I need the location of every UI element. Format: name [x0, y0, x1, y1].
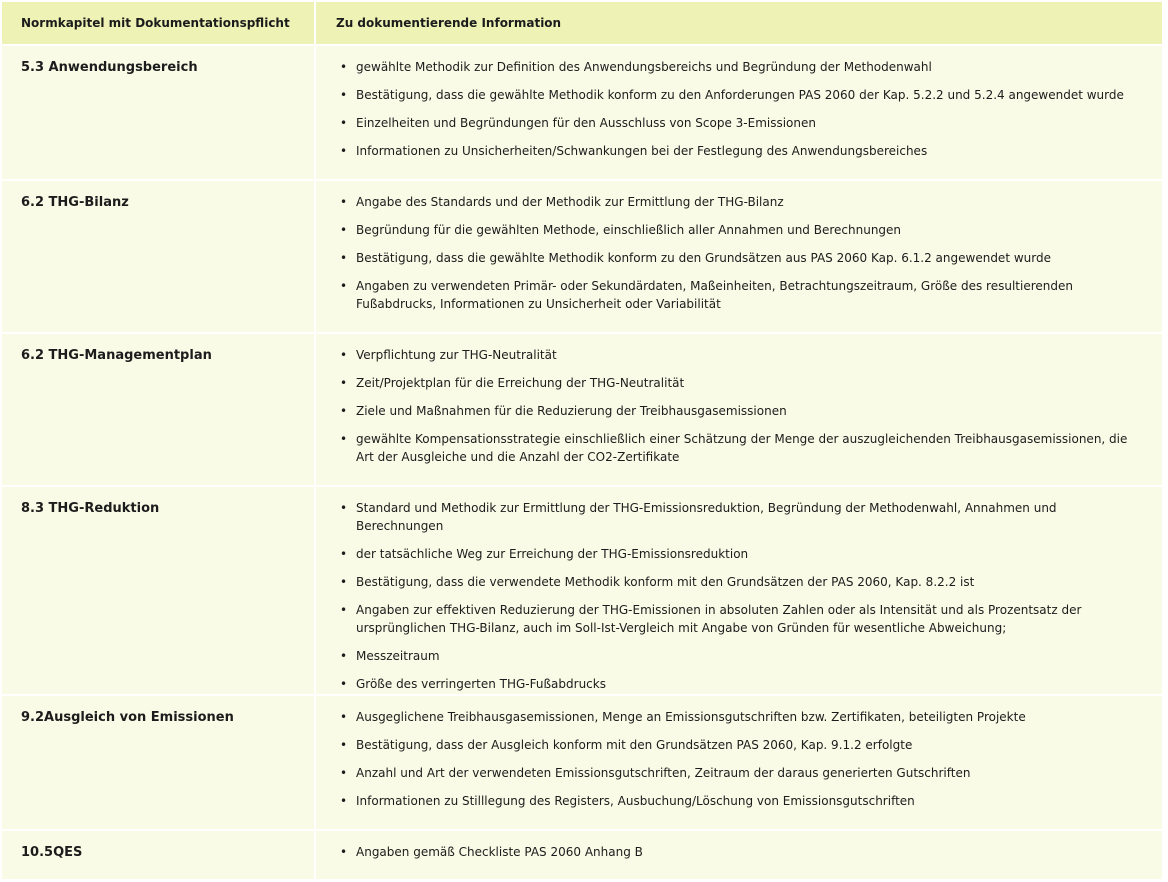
list-item: • Ziele und Maßnahmen für die Reduzierung der Treibhausgasemissionen — [336, 402, 1132, 420]
list-item: • Zeit/Projektplan für die Erreichung der THG-Neutralität — [336, 374, 1132, 392]
list-item: • der tatsächliche Weg zur Erreichung der THG-Emissionsreduktion — [336, 545, 1132, 563]
information-list — [336, 499, 1132, 693]
list-item: • Größe des verringerten THG-Fußabdrucks — [336, 675, 1132, 693]
list-item: • Bestätigung, dass die gewählte Methodik konform zu den Anforderungen PAS 2060 der Kap. 5.2.2 und 5.2.4 angewendet wurde — [336, 86, 1132, 104]
table-row — [2, 487, 1162, 696]
chapter-cell: 8.3 THG-Reduktion — [2, 487, 316, 694]
table-row — [2, 696, 1162, 831]
documentation-table — [2, 2, 1162, 879]
list-item: • Anzahl und Art der verwendeten Emissionsgutschriften, Zeitraum der daraus generierten Gutschriften — [336, 764, 1132, 782]
chapter-cell: 10.5QES — [2, 831, 316, 879]
list-item: • Informationen zu Stilllegung des Registers, Ausbuchung/Löschung von Emissionsgutschriften — [336, 792, 1132, 810]
table-row — [2, 181, 1162, 334]
list-item: • Angabe des Standards und der Methodik zur Ermittlung der THG-Bilanz — [336, 193, 1132, 211]
list-item: • Angaben gemäß Checkliste PAS 2060 Anhang B — [336, 843, 1132, 861]
information-list — [336, 843, 1132, 861]
list-item: • Informationen zu Unsicherheiten/Schwankungen bei der Festlegung des Anwendungsbereiches — [336, 142, 1132, 160]
table-header — [2, 2, 1162, 46]
information-cell — [316, 831, 1162, 879]
list-item: • Standard und Methodik zur Ermittlung der THG-Emissionsreduktion, Begründung der Methodenwahl, Annahmen und Berechnungen — [336, 499, 1132, 535]
list-item: • Begründung für die gewählten Methode, einschließlich aller Annahmen und Berechnungen — [336, 221, 1132, 239]
list-item: • Angaben zu verwendeten Primär- oder Sekundärdaten, Maßeinheiten, Betrachtungszeitraum, Größe des resultierenden Fußabdrucks, Informationen zu Unsicherheit oder Variabilität — [336, 277, 1132, 313]
list-item: • Messzeitraum — [336, 647, 1132, 665]
chapter-cell: 6.2 THG-Bilanz — [2, 181, 316, 332]
information-cell — [316, 46, 1162, 179]
chapter-cell: 6.2 THG-Managementplan — [2, 334, 316, 485]
information-cell — [316, 181, 1162, 332]
table-row — [2, 831, 1162, 879]
table-row — [2, 334, 1162, 487]
information-list — [336, 58, 1132, 160]
list-item: • Bestätigung, dass der Ausgleich konform mit den Grundsätzen PAS 2060, Kap. 9.1.2 erfolgte — [336, 736, 1132, 754]
list-item: • Bestätigung, dass die gewählte Methodik konform zu den Grundsätzen aus PAS 2060 Kap. 6.1.2 angewendet wurde — [336, 249, 1132, 267]
information-list — [336, 346, 1132, 466]
chapter-cell: 5.3 Anwendungsbereich — [2, 46, 316, 179]
list-item: • Angaben zur effektiven Reduzierung der THG-Emissionen in absoluten Zahlen oder als Intensität und als Prozentsatz der ursprünglichen THG-Bilanz, auch im Soll-Ist-Vergleich mit Angabe von Gründen für wesentliche Abweichung; — [336, 601, 1132, 637]
information-list — [336, 193, 1132, 313]
information-cell — [316, 696, 1162, 829]
chapter-cell: 9.2Ausgleich von Emissionen — [2, 696, 316, 829]
list-item: • Ausgeglichene Treibhausgasemissionen, Menge an Emissionsgutschriften bzw. Zertifikaten, beteiligten Projekte — [336, 708, 1132, 726]
header-information: Zu dokumentierende Information — [336, 16, 562, 30]
table-row — [2, 46, 1162, 181]
list-item: • Bestätigung, dass die verwendete Methodik konform mit den Grundsätzen der PAS 2060, Kap. 8.2.2 ist — [336, 573, 1132, 591]
list-item: • gewählte Kompensationsstrategie einschließlich einer Schätzung der Menge der auszugleichenden Treibhausgasemissionen, die Art der Ausgleiche und die Anzahl der CO2-Zertifikate — [336, 430, 1132, 466]
header-chapter: Normkapitel mit Dokumentationspflicht — [2, 2, 316, 44]
information-cell — [316, 487, 1162, 694]
list-item: • Einzelheiten und Begründungen für den Ausschluss von Scope 3-Emissionen — [336, 114, 1132, 132]
information-cell — [316, 334, 1162, 485]
information-list — [336, 708, 1132, 810]
list-item: • gewählte Methodik zur Definition des Anwendungsbereichs und Begründung der Methodenwahl — [336, 58, 1132, 76]
list-item: • Verpflichtung zur THG-Neutralität — [336, 346, 1132, 364]
